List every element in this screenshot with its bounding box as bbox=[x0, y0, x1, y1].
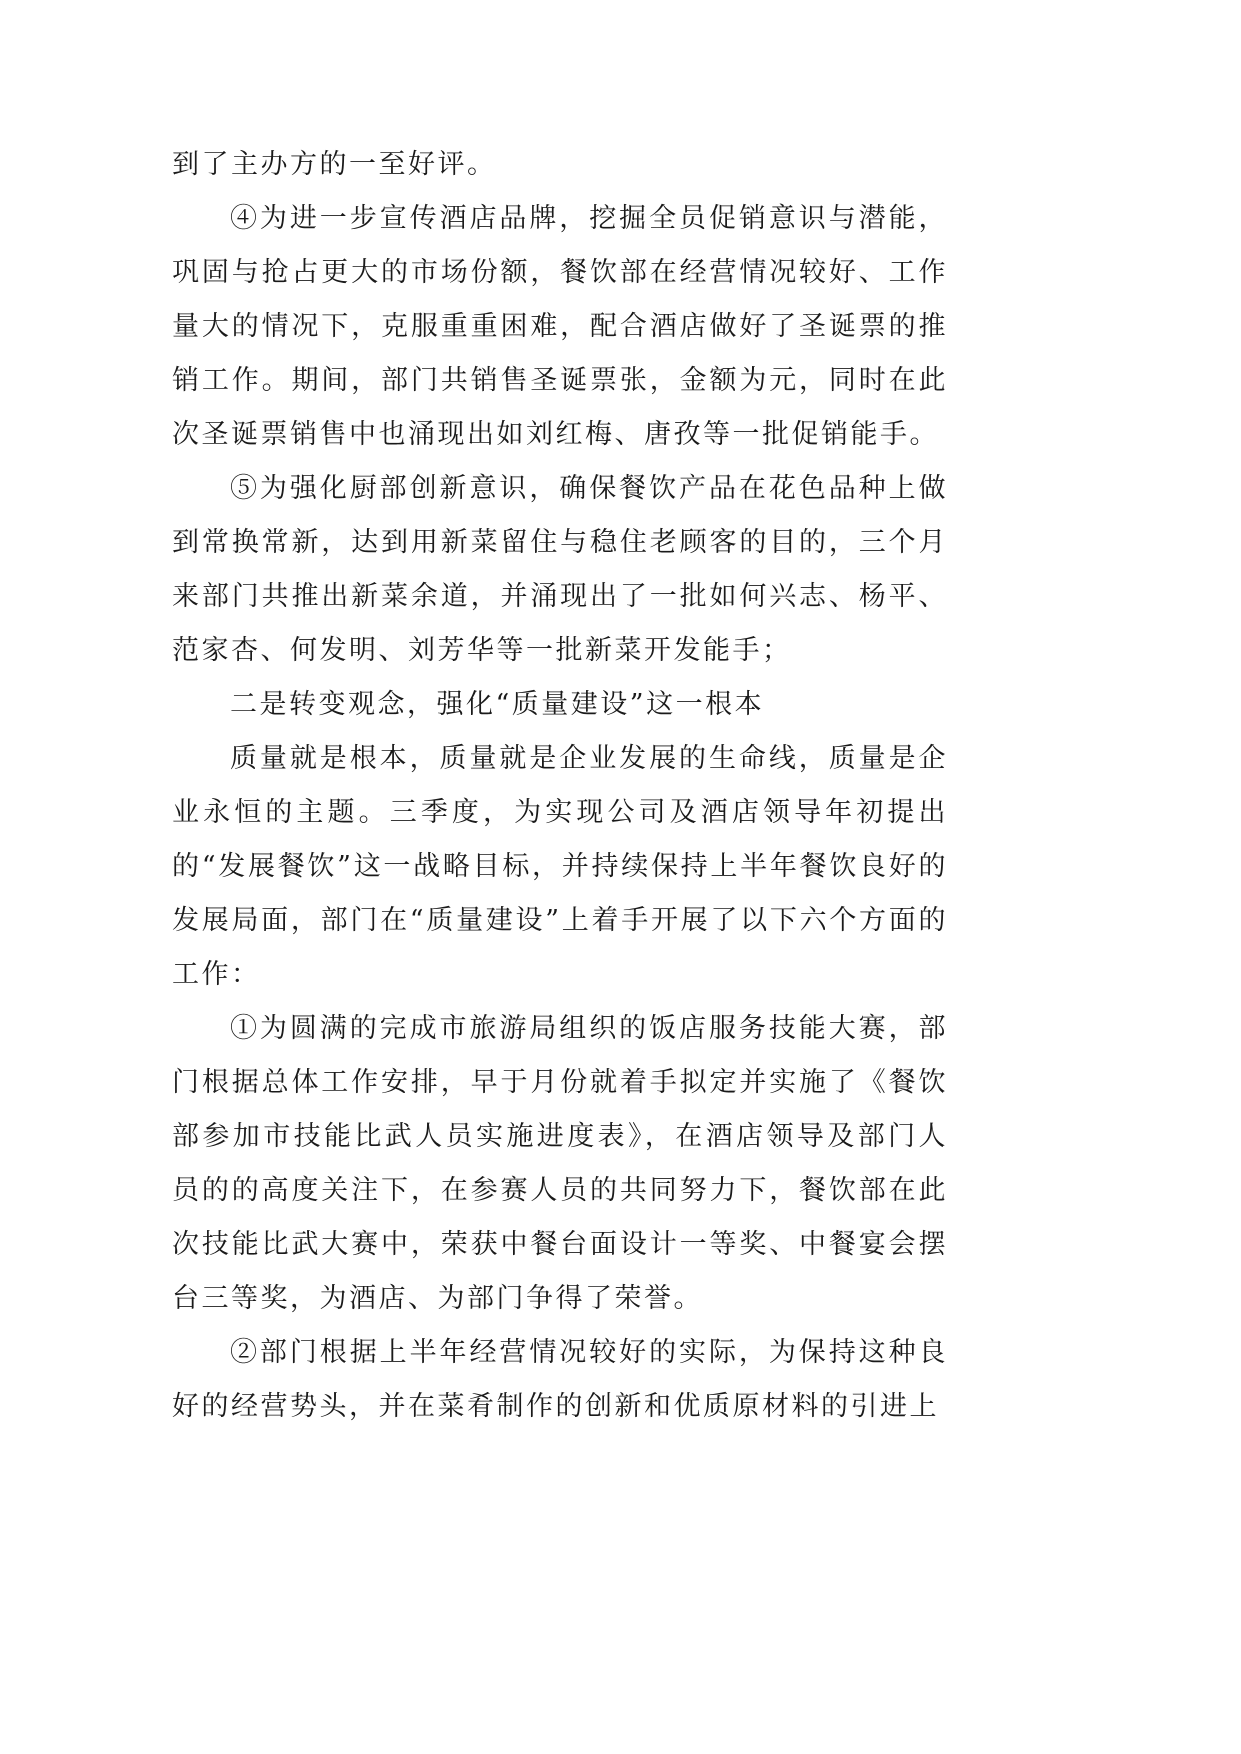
paragraph-quality-intro: 质量就是根本，质量就是企业发展的生命线，质量是企业永恒的主题。三季度，为实现公司及酒店领导年初提出的“发展餐饮”这一战略目标，并持续保持上半年餐饮良好的发展局面，部门在“质量建设”上着手开展了以下六个方面的工作： bbox=[172, 743, 948, 990]
document-body bbox=[172, 138, 948, 1434]
section-heading-quality: 二是转变观念，强化“质量建设”这一根本 bbox=[230, 689, 765, 720]
paragraph-item-2-operations: ②部门根据上半年经营情况较好的实际，为保持这种良好的经营势头，并在菜肴制作的创新和优质原材料的引进上 bbox=[172, 1337, 948, 1422]
paragraph-item-5-new-dishes: ⑤为强化厨部创新意识，确保餐饮产品在花色品种上做到常换常新，达到用新菜留住与稳住老顾客的目的，三个月来部门共推出新菜余道，并涌现出了一批如何兴志、杨平、范家杏、何发明、刘芳华等一批新菜开发能手； bbox=[172, 473, 948, 666]
paragraph-item-4-christmas-tickets: ④为进一步宣传酒店品牌，挖掘全员促销意识与潜能，巩固与抢占更大的市场份额，餐饮部在经营情况较好、工作量大的情况下，克服重重困难，配合酒店做好了圣诞票的推销工作。期间，部门共销售圣诞票张，金额为元，同时在此次圣诞票销售中也涌现出如刘红梅、唐孜等一批促销能手。 bbox=[172, 203, 948, 450]
paragraph-item-1-skills-contest: ①为圆满的完成市旅游局组织的饭店服务技能大赛，部门根据总体工作安排，早于月份就着手拟定并实施了《餐饮部参加市技能比武人员实施进度表》，在酒店领导及部门人员的的高度关注下，在参赛人员的共同努力下，餐饮部在此次技能比武大赛中，荣获中餐台面设计一等奖、中餐宴会摆台三等奖，为酒店、为部门争得了荣誉。 bbox=[172, 1013, 948, 1314]
paragraph-continuation: 到了主办方的一至好评。 bbox=[172, 149, 497, 180]
